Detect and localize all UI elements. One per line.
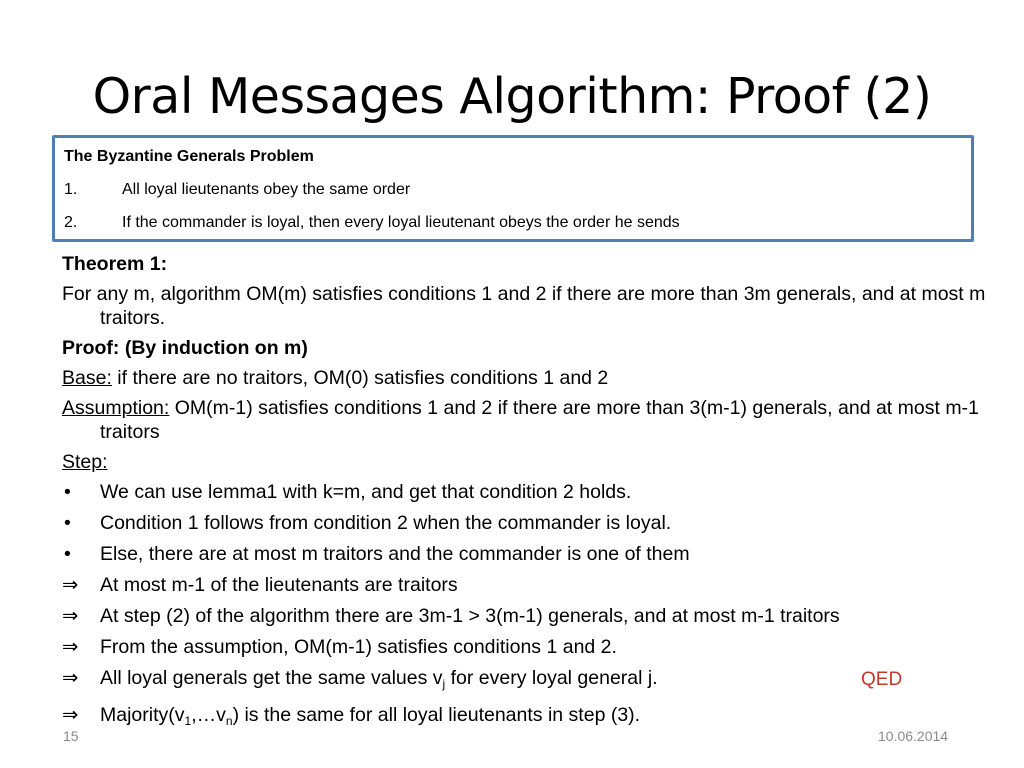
base-text: if there are no traitors, OM(0) satisfies conditions 1 and 2 [111, 367, 609, 389]
bullet-text: Condition 1 follows from condition 2 when the commander is loyal. [100, 512, 672, 534]
implies-item [62, 604, 1012, 628]
theorem-text: For any m, algorithm OM(m) satisfies conditions 1 and 2 if there are more than 3m generals, and at most m traitors. [62, 283, 986, 329]
base-line [62, 366, 1012, 390]
box-item-1 [64, 181, 410, 199]
assumption-label: Assumption: [62, 397, 170, 419]
slide-body [62, 252, 1012, 740]
box-item-2 [64, 214, 680, 232]
implies-text: $Majority(v_1,\dots v_n)$ is the same for all loyal lieutenants in step (3). [100, 704, 641, 728]
implies-text: All loyal generals get the same values $v_j$ for every loyal general j. [100, 667, 658, 691]
base-label: Base: [62, 367, 112, 389]
bullet-item [62, 542, 1012, 566]
qed-label: QED [861, 669, 903, 690]
implies-item [62, 573, 1012, 597]
problem-box [52, 135, 974, 242]
box-heading: The Byzantine Generals Problem [64, 148, 314, 165]
box-item-text: If the commander is loyal, then every loyal lieutenant obeys the order he sends [122, 214, 680, 231]
implies-icon: ⇒ [62, 574, 79, 596]
implies-text: At most m-1 of the lieutenants are traitors [100, 574, 458, 596]
step-line [62, 450, 1012, 474]
bullet-icon: • [64, 481, 71, 503]
box-item-text: All loyal lieutenants obey the same order [122, 181, 411, 198]
slide-title: Oral Messages Algorithm: Proof (2) [92, 68, 932, 125]
implies-icon: ⇒ [62, 636, 79, 658]
assumption-text: OM(m-1) satisfies conditions 1 and 2 if there are more than 3(m-1) generals, and at most m-1 traitors [100, 397, 979, 443]
implies-icon: ⇒ [62, 605, 79, 627]
implies-item [62, 635, 1012, 659]
box-item-number: 2. [64, 214, 78, 231]
implies-text: At step (2) of the algorithm there are 3m-1 > 3(m-1) generals, and at most m-1 traitors [100, 605, 840, 627]
bullet-item [62, 511, 1012, 535]
bullet-text: Else, there are at most m traitors and the commander is one of them [100, 543, 690, 565]
page-number: 15 [63, 728, 79, 744]
box-item-number: 1. [64, 181, 78, 198]
proof-label: Proof: (By induction on m) [62, 337, 308, 359]
slide-date: 10.06.2014 [878, 728, 949, 744]
bullet-icon: • [64, 512, 71, 534]
implies-icon: ⇒ [62, 704, 79, 726]
bullet-text: We can use lemma1 with k=m, and get that condition 2 holds. [100, 481, 632, 503]
assumption-line [62, 396, 1012, 444]
implies-icon: ⇒ [62, 667, 79, 689]
implies-item [62, 703, 1012, 733]
implies-text: From the assumption, OM(m-1) satisfies conditions 1 and 2. [100, 636, 617, 658]
step-label: Step: [62, 451, 108, 473]
bullet-icon: • [64, 543, 71, 565]
theorem-label: Theorem 1: [62, 253, 168, 275]
bullet-item [62, 480, 1012, 504]
